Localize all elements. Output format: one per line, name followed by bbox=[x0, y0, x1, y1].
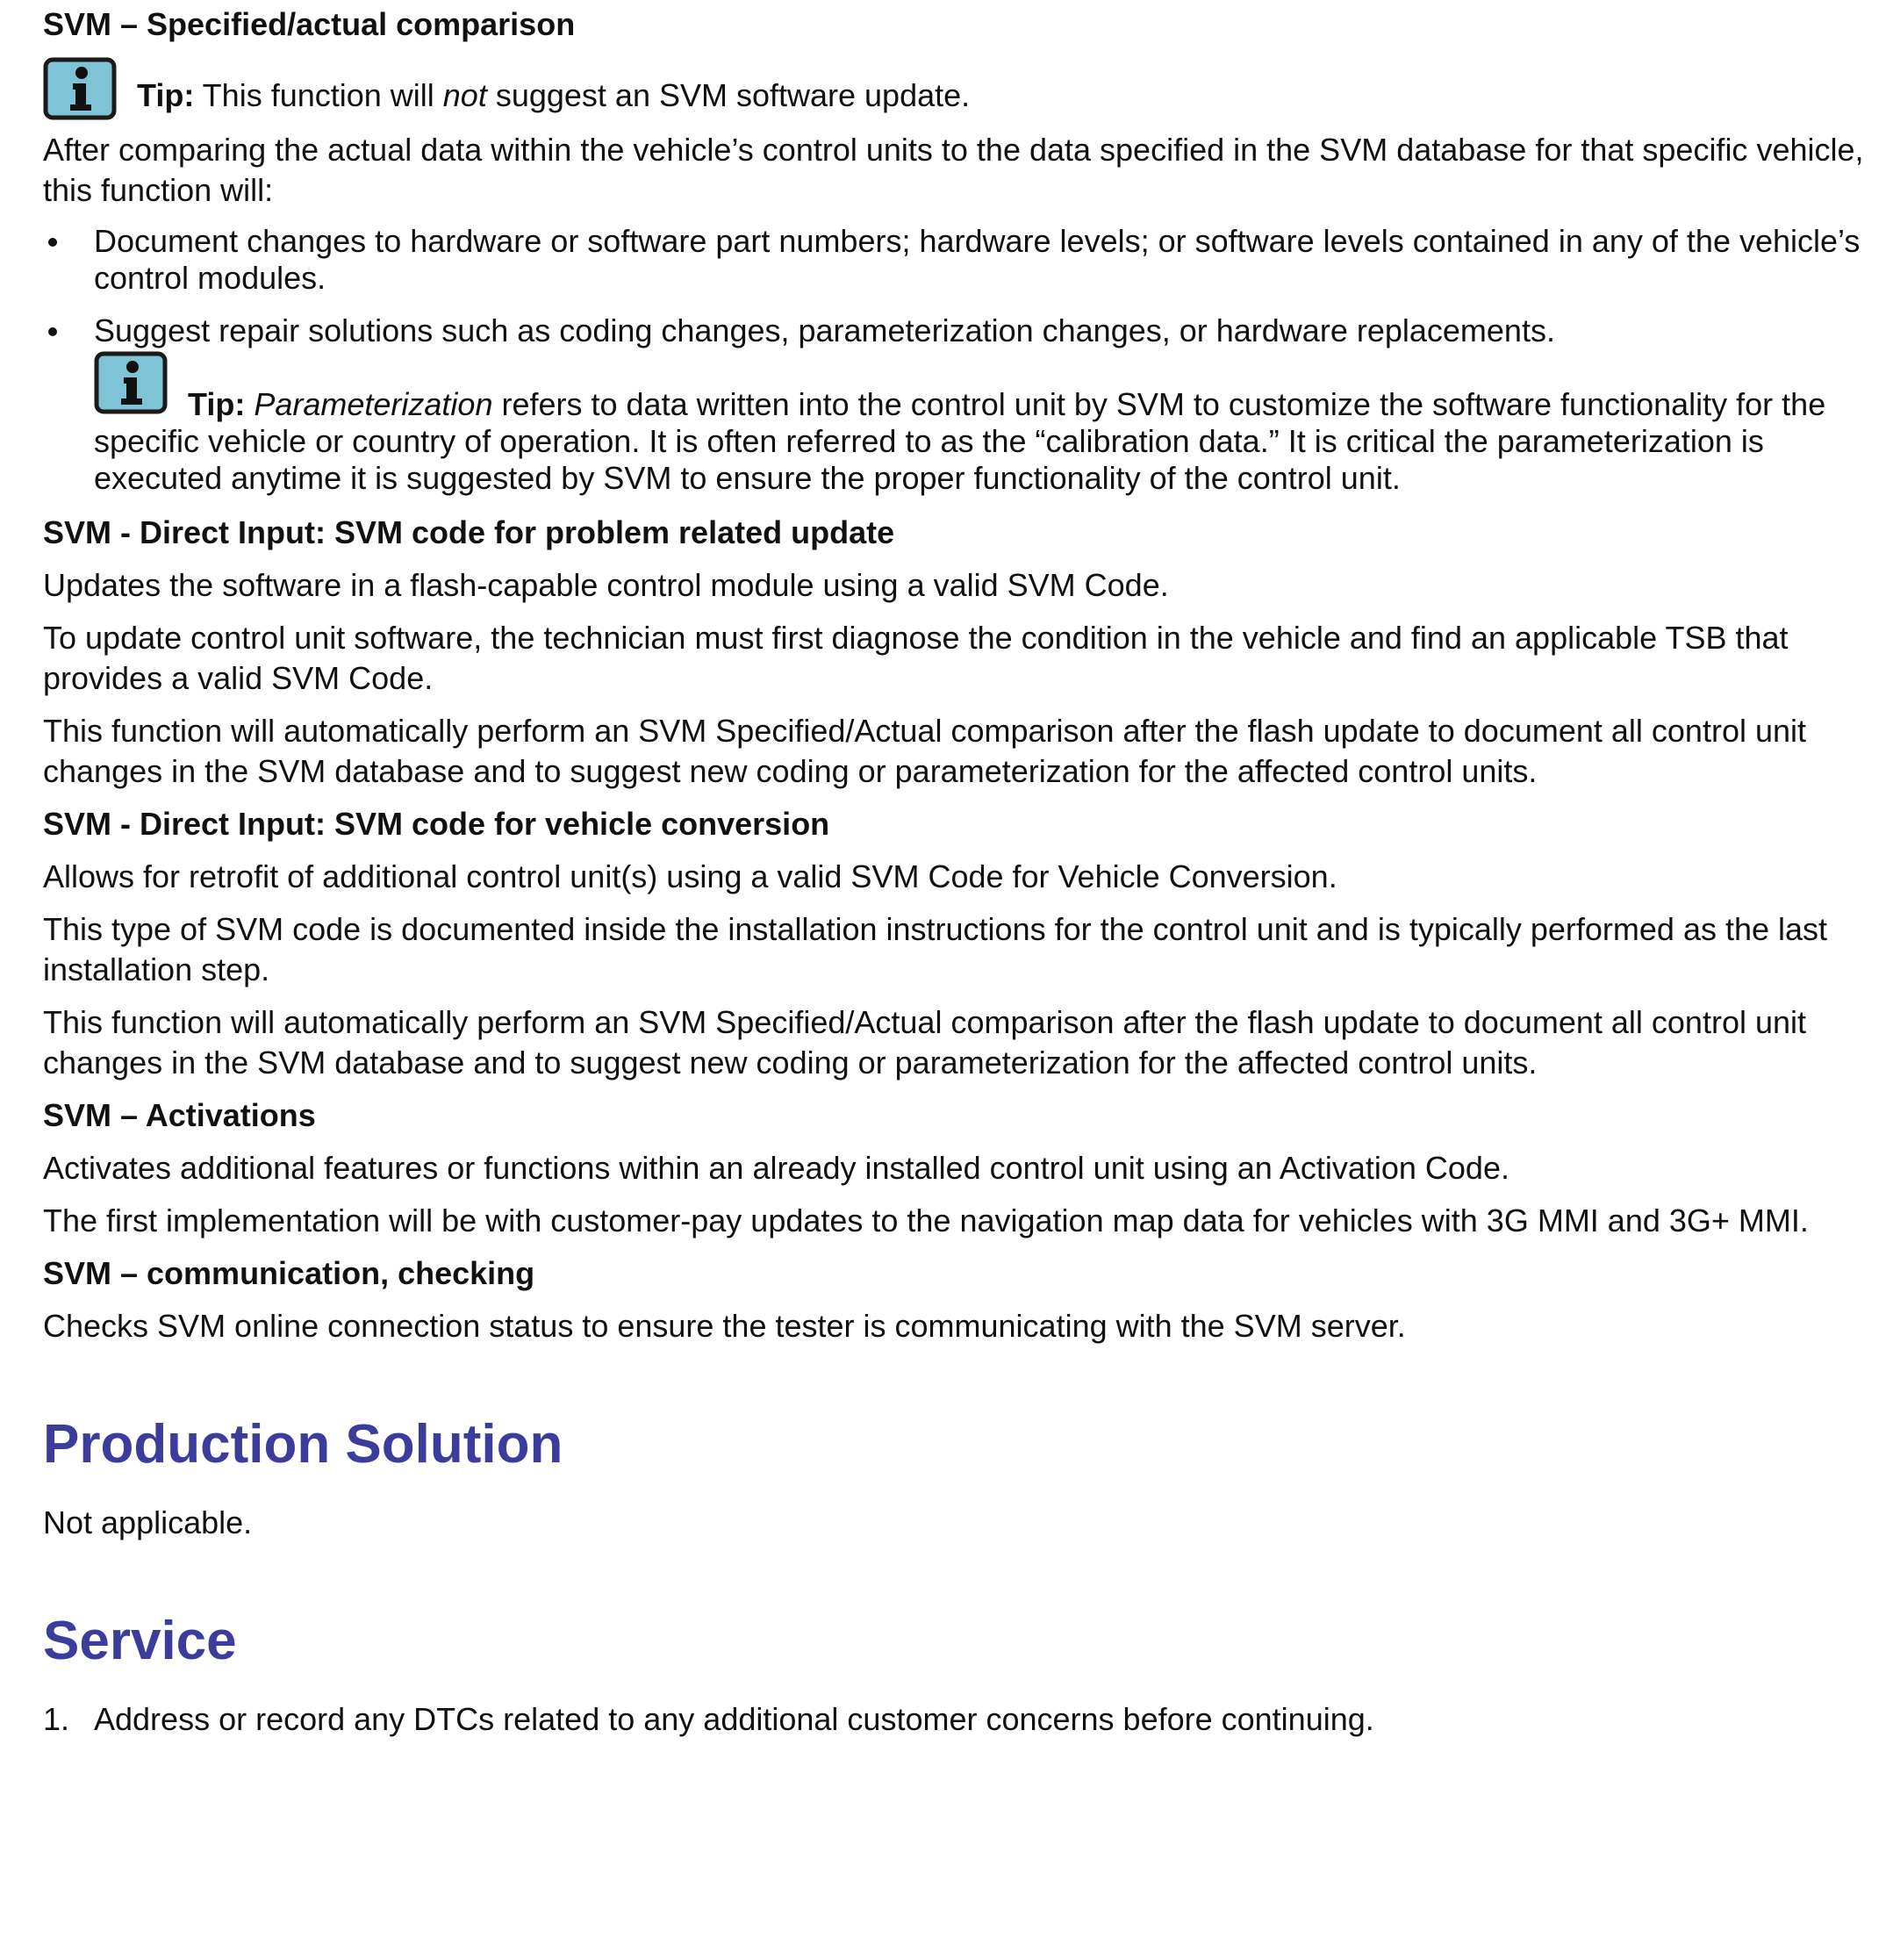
tip-note bbox=[43, 57, 1877, 130]
section-heading-direct-input-conversion: SVM - Direct Input: SVM code for vehicle conversion bbox=[43, 806, 830, 842]
info-icon bbox=[43, 57, 117, 120]
bullet-icon bbox=[48, 327, 57, 336]
section-heading-activations: SVM – Activations bbox=[43, 1097, 316, 1133]
bullet-icon bbox=[48, 238, 57, 247]
section-heading-communication: SVM – communication, checking bbox=[43, 1255, 535, 1291]
paragraph: This function will automatically perform an SVM Specified/Actual comparison after the flash update to document all control unit changes in the SVM database and to suggest new coding or parameterization for the affected control units. bbox=[43, 1004, 1807, 1081]
paragraph: Allows for retrofit of additional control unit(s) using a valid SVM Code for Vehicle Conversion. bbox=[43, 858, 1337, 894]
tip-text-part: This function will bbox=[194, 77, 443, 113]
document-page bbox=[43, 0, 1877, 1740]
paragraph: This function will automatically perform an SVM Specified/Actual comparison after the flash update to document all control unit changes in the SVM database and to suggest new coding or parameterization for the affected control units. bbox=[43, 713, 1807, 789]
paragraph: To update control unit software, the technician must first diagnose the condition in the vehicle and find an applicable TSB that provides a valid SVM Code. bbox=[43, 620, 1789, 696]
list-item: Document changes to hardware or software part numbers; hardware levels; or software levels contained in any of the vehicle’s control modules. bbox=[43, 223, 1877, 297]
paragraph: Updates the software in a flash-capable control module using a valid SVM Code. bbox=[43, 567, 1169, 603]
tip-text-part: refers to data written into the control unit by SVM to customize the software functionality for the specific vehicle or country of operation. It is often referred to as the “calibration data.” It is critical the parameterization is executed anytime it is suggested by SVM to ensure the proper functionality of the control unit. bbox=[94, 386, 1826, 496]
tip-note bbox=[94, 351, 1877, 497]
bullet-list bbox=[43, 223, 1877, 349]
tip-label: Tip: bbox=[188, 386, 246, 422]
service-heading: Service bbox=[43, 1611, 237, 1671]
paragraph: Checks SVM online connection status to ensure the tester is communicating with the SVM server. bbox=[43, 1308, 1406, 1344]
production-solution-text: Not applicable. bbox=[43, 1504, 253, 1540]
list-item bbox=[43, 1699, 1877, 1740]
service-steps bbox=[43, 1699, 1877, 1740]
paragraph: The first implementation will be with customer-pay updates to the navigation map data for vehicles with 3G MMI and 3G+ MMI. bbox=[43, 1203, 1809, 1238]
tip-text-parameterization bbox=[94, 386, 1877, 497]
list-item: Suggest repair solutions such as coding changes, parameterization changes, or hardware replacements. bbox=[43, 312, 1877, 349]
step-number: 1. bbox=[43, 1701, 70, 1737]
tip-label: Tip: bbox=[137, 77, 195, 113]
tip-emphasis: not bbox=[442, 77, 487, 113]
step-text: Address or record any DTCs related to any additional customer concerns before continuing. bbox=[94, 1701, 1374, 1737]
production-solution-heading: Production Solution bbox=[43, 1414, 563, 1475]
tip-emphasis: Parameterization bbox=[254, 386, 493, 422]
info-icon bbox=[94, 351, 168, 414]
section-heading-direct-input-problem: SVM - Direct Input: SVM code for problem related update bbox=[43, 514, 895, 550]
paragraph: Activates additional features or functions within an already installed control unit using an Activation Code. bbox=[43, 1150, 1509, 1186]
section-heading-specified-actual: SVM – Specified/actual comparison bbox=[43, 6, 576, 42]
paragraph: After comparing the actual data within the vehicle’s control units to the data specified in the SVM database for that specific vehicle, this function will: bbox=[43, 132, 1864, 208]
paragraph: This type of SVM code is documented inside the installation instructions for the control unit and is typically performed as the last installation step. bbox=[43, 911, 1828, 987]
tip-text-part: suggest an SVM software update. bbox=[486, 77, 971, 113]
